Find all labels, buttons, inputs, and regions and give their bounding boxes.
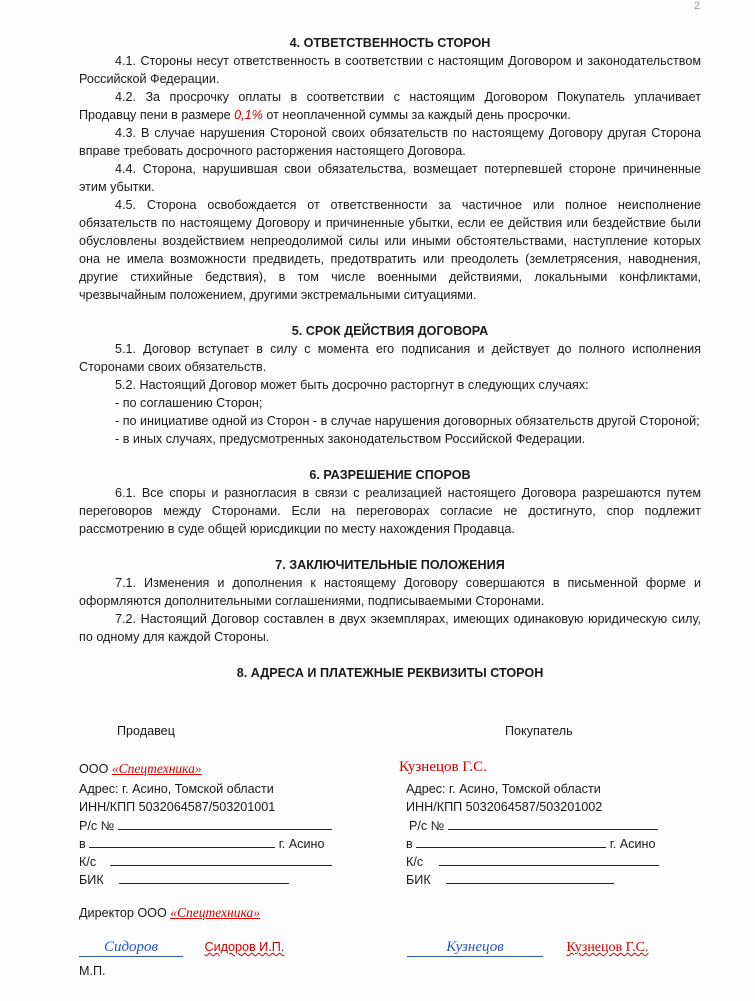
buyer-bik	[399, 870, 699, 888]
seller-address: Адрес: г. Асино, Томской области	[79, 782, 274, 796]
buyer-inn: ИНН/КПП 5032064587/503201002	[406, 800, 603, 814]
list-item: - в иных случаях, предусмотренных законодательством Российской Федерации.	[115, 432, 586, 446]
clause-7-2: 7.2. Настоящий Договор составлен в двух экземплярах, имеющих одинаковую юридическую силу, по одному для каждой Стороны.	[79, 612, 701, 644]
bank-prefix: в	[79, 837, 86, 851]
section-title: 6. РАЗРЕШЕНИЕ СПОРОВ	[309, 468, 471, 482]
org-prefix: ООО	[79, 762, 112, 776]
ks-blank	[110, 852, 332, 866]
seller-signature	[79, 938, 183, 957]
bank-blank	[416, 834, 606, 848]
director-label: Директор ООО	[79, 906, 171, 920]
buyer-heading: Покупатель	[505, 724, 573, 738]
list-item: - по инициативе одной из Сторон - в случае нарушения договорных обязательств другой Стороной;	[115, 414, 700, 428]
bank-prefix: в	[406, 837, 413, 851]
buyer-name-text: Кузнецов Г.С.	[399, 759, 487, 775]
section-6	[79, 466, 701, 538]
seller-bank	[79, 834, 379, 852]
buyer-account	[399, 816, 699, 834]
clause-6-1: 6.1. Все споры и разногласия в связи с реализацией настоящего Договора разрешаются путем переговоров между Сторонами. Если на переговорах согласие не достигнуто, спор подлежит рассмотрению в суде общей юрисдикции по месту нахождения Продавца.	[79, 486, 701, 536]
signature-text: Сидоров	[103, 939, 159, 955]
buyer-address: Адрес: г. Асино, Томской области	[406, 782, 601, 796]
seller-director	[79, 904, 260, 924]
company-name: «Спецтехника»	[170, 905, 260, 920]
seller-account	[79, 816, 379, 834]
clause-4-3: 4.3. В случае нарушения Стороной своих обязательств по настоящему Договору другая Сторона вправе требовать досрочного расторжения настоящего Договора.	[79, 126, 701, 158]
seller-bik	[79, 870, 379, 888]
clause-4-2	[79, 88, 701, 124]
bik-label: БИК	[79, 873, 104, 887]
account-blank	[118, 816, 332, 830]
seller-sign-name: Сидоров И.П.	[204, 940, 285, 954]
section-8	[79, 664, 701, 682]
section-title: 7. ЗАКЛЮЧИТЕЛЬНЫЕ ПОЛОЖЕНИЯ	[275, 558, 505, 572]
clause-text: 4.2. За просрочку оплаты в соответствии с настоящим Договором Покупатель уплачивает Продавцу пени в размере	[79, 90, 701, 122]
buyer-name	[399, 758, 699, 780]
clause-4-5: 4.5. Сторона освобождается от ответственности за частичное или полное неисполнение обязательств по настоящему Договору и причиненные убытки, если ее действия или бездействие были обусловлены воздействием непреодолимой силы или иными обстоятельствами, наступление которых она не имела возможности предвидеть, предотвратить или преодолеть (землетрясения, наводнения, другие стихийные бедствия), в том числе военными действиями, локальными конфликтами, чрезвычайным положением, другими экстремальными ситуациями.	[79, 198, 701, 302]
seller-heading: Продавец	[117, 724, 175, 738]
seller-ks	[79, 852, 379, 870]
buyer-sign-name: Кузнецов Г.С.	[566, 940, 649, 955]
bik-label: БИК	[406, 873, 431, 887]
seller-column	[79, 760, 379, 888]
clause-text: от неоплаченной суммы за каждый день просрочки.	[262, 108, 571, 122]
clause-5-2: 5.2. Настоящий Договор может быть досрочно расторгнут в следующих случаях:	[115, 378, 589, 392]
account-label: Р/с №	[409, 819, 445, 833]
section-5	[79, 322, 701, 448]
section-7	[79, 556, 701, 646]
clause-7-1: 7.1. Изменения и дополнения к настоящему Договору совершаются в письменной форме и оформляются дополнительными соглашениями, подписываемыми Сторонами.	[79, 576, 701, 608]
buyer-column	[399, 758, 699, 888]
seller-signature-block	[79, 938, 284, 957]
page-number: 2	[694, 0, 701, 12]
account-blank	[448, 816, 658, 830]
section-title: 8. АДРЕСА И ПЛАТЕЖНЫЕ РЕКВИЗИТЫ СТОРОН	[236, 666, 544, 680]
bank-city: г. Асино	[609, 837, 656, 851]
ks-blank	[439, 852, 659, 866]
buyer-bank	[399, 834, 699, 852]
penalty-rate: 0,1%	[234, 108, 263, 122]
ks-label: К/с	[406, 855, 424, 869]
list-item: - по соглашению Сторон;	[115, 396, 263, 410]
stamp-label: М.П.	[79, 964, 106, 978]
company-name: «Спецтехника»	[111, 761, 202, 776]
section-title: 5. СРОК ДЕЙСТВИЯ ДОГОВОРА	[291, 324, 489, 338]
section-title: 4. ОТВЕТСТВЕННОСТЬ СТОРОН	[289, 36, 491, 50]
clause-4-1: 4.1. Стороны несут ответственность в соответствии с настоящим Договором и законодательством Российской Федерации.	[79, 54, 701, 86]
buyer-ks	[399, 852, 699, 870]
clause-4-4: 4.4. Сторона, нарушившая свои обязательства, возмещает потерпевшей стороне причиненные этим убытки.	[79, 162, 701, 194]
bik-blank	[446, 870, 614, 884]
clause-5-1: 5.1. Договор вступает в силу с момента его подписания и действует до полного исполнения Сторонами своих обязательств.	[79, 342, 701, 374]
contract-body	[79, 34, 701, 682]
ks-label: К/с	[79, 855, 97, 869]
section-4	[79, 34, 701, 304]
signature-text: Кузнецов	[446, 939, 504, 955]
bank-city: г. Асино	[278, 837, 325, 851]
bik-blank	[119, 870, 289, 884]
seller-inn: ИНН/КПП 5032064587/503201001	[79, 800, 276, 814]
seller-org	[79, 760, 379, 780]
buyer-signature-block	[407, 938, 648, 957]
buyer-signature	[407, 938, 543, 957]
account-label: Р/с №	[79, 819, 115, 833]
bank-blank	[89, 834, 275, 848]
